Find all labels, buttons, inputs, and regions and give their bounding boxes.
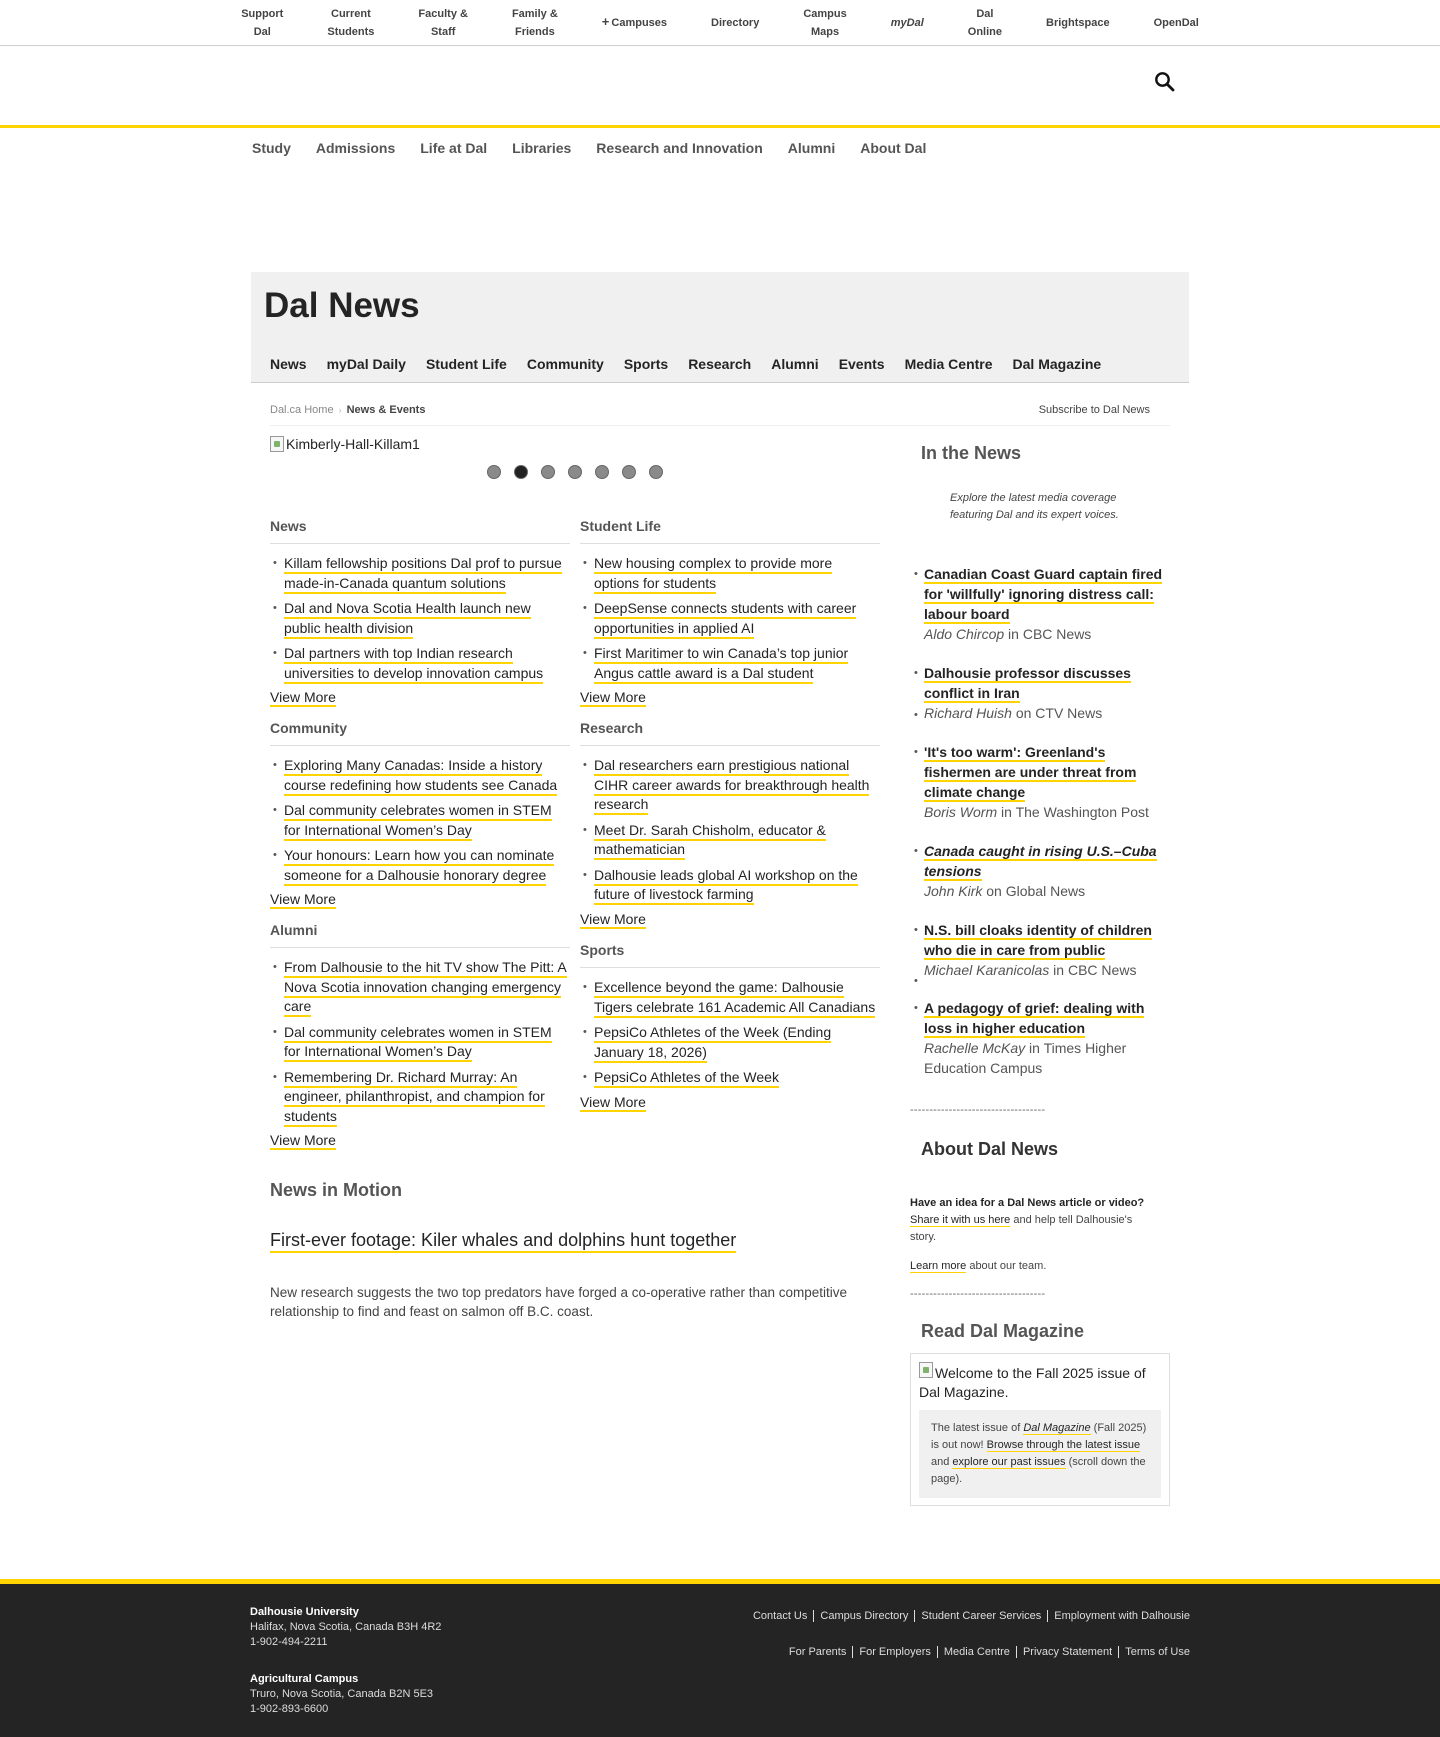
- slider-dot-6[interactable]: [622, 465, 636, 479]
- in-the-news-link[interactable]: A pedagogy of grief: dealing with loss in higher education: [924, 1000, 1145, 1036]
- news-link[interactable]: PepsiCo Athletes of the Week: [594, 1069, 779, 1088]
- tab-research[interactable]: Research: [688, 356, 752, 372]
- slider-dot-4[interactable]: [568, 465, 582, 479]
- list-item: [270, 958, 570, 1017]
- footer-media-centre[interactable]: Media Centre: [937, 1646, 1016, 1658]
- in-the-news-source: Aldo Chircop in CBC News: [924, 626, 1092, 642]
- nav-study[interactable]: Study: [252, 140, 291, 156]
- list-item: [270, 801, 570, 840]
- section-research: [580, 720, 880, 929]
- about-tail: and help tell Dalhousie's story.: [910, 1214, 1133, 1243]
- about-dal-news-title: About Dal News: [921, 1139, 1059, 1159]
- footer-for-parents[interactable]: For Parents: [788, 1646, 847, 1658]
- news-subnav: [270, 356, 1121, 372]
- empty-bullet: •: [914, 975, 918, 987]
- spacer: [912, 984, 1172, 998]
- list-item: [270, 846, 570, 885]
- search-icon: [1153, 70, 1177, 94]
- in-the-news-title: In the News: [921, 443, 1022, 463]
- util-support-dal[interactable]: Support Dal: [241, 7, 284, 38]
- tab-events[interactable]: Events: [838, 356, 885, 372]
- news-in-motion-link[interactable]: First-ever footage: Kiler whales and dolphins hunt together: [270, 1230, 736, 1253]
- dal-magazine-link[interactable]: Dal Magazine: [1023, 1422, 1091, 1434]
- section-sports: [580, 942, 880, 1112]
- dal-news-header: [251, 272, 1189, 383]
- section-community-title: Community: [270, 720, 570, 746]
- footer-ag-name: Agricultural Campus: [250, 1673, 359, 1685]
- list-item: [580, 599, 880, 638]
- list-item: [580, 554, 880, 593]
- in-the-news-source: Rachelle McKay in Times Higher Education Campus: [924, 1040, 1127, 1076]
- read-dal-magazine-title: Read Dal Magazine: [921, 1321, 1085, 1341]
- learn-more-tail: about our team.: [966, 1260, 1047, 1272]
- in-the-news-intro: Explore the latest media coverage featuring Dal and its expert voices.: [950, 492, 1119, 521]
- page-title: Dal News: [264, 286, 420, 325]
- news-link[interactable]: Dal researchers earn prestigious national CIHR career awards for breakthrough health research: [594, 757, 869, 815]
- footer-main-name: Dalhousie University: [250, 1606, 359, 1618]
- list-item: [270, 1068, 570, 1127]
- magazine-text: The latest issue of Dal Magazine (Fall 2025) is out now! Browse through the latest issue and explore our past issues (scroll down the page).: [919, 1410, 1161, 1498]
- breadcrumb-home[interactable]: Dal.ca Home: [270, 404, 334, 416]
- site-footer: [0, 1579, 1440, 1737]
- section-student-life-title: Student Life: [580, 518, 880, 544]
- news-link[interactable]: From Dalhousie to the hit TV show The Pitt: A Nova Scotia innovation changing emergency care: [284, 959, 567, 1017]
- news-link[interactable]: Dal partners with top Indian research universities to develop innovation campus: [284, 645, 543, 684]
- in-the-news-link[interactable]: Dalhousie professor discusses conflict in Iran: [924, 665, 1131, 701]
- in-the-news-list: [912, 564, 1172, 1097]
- news-link[interactable]: New housing complex to provide more options for students: [594, 555, 832, 594]
- nav-admissions[interactable]: Admissions: [315, 140, 396, 156]
- search-button[interactable]: [1153, 70, 1177, 94]
- section-student-life: [580, 518, 880, 707]
- list-item: [580, 644, 880, 683]
- divider: -----------------------------------: [910, 1288, 1046, 1300]
- footer-student-career-services[interactable]: Student Career Services: [914, 1610, 1047, 1622]
- util-family-friends[interactable]: Family & Friends: [511, 7, 558, 38]
- news-link[interactable]: Excellence beyond the game: Dalhousie Tigers celebrate 161 Academic All Canadians: [594, 979, 875, 1018]
- news-in-motion-description: New research suggests the two top predators have forged a co-operative rather than competitive relationship to find and feast on salmon off B.C. coast.: [270, 1285, 848, 1319]
- list-item: [580, 866, 880, 905]
- slider-dot-5[interactable]: [595, 465, 609, 479]
- in-the-news-source: John Kirk on Global News: [924, 883, 1086, 899]
- tab-student-life[interactable]: Student Life: [425, 356, 507, 372]
- section-alumni: [270, 922, 570, 1150]
- footer-main-address: Halifax, Nova Scotia, Canada B3H 4R2: [250, 1621, 442, 1633]
- nav-alumni[interactable]: Alumni: [787, 140, 836, 156]
- breadcrumb-current[interactable]: News & Events: [346, 404, 426, 416]
- breadcrumb: [270, 404, 1170, 426]
- in-the-news-link[interactable]: Canadian Coast Guard captain fired for 'willfully' ignoring distress call: labour board: [924, 566, 1163, 622]
- nav-research-innovation[interactable]: Research and Innovation: [596, 140, 763, 156]
- news-link[interactable]: Dal community celebrates women in STEM for International Women’s Day: [284, 1024, 552, 1063]
- view-more-sports[interactable]: View More: [580, 1093, 646, 1110]
- nav-life-at-dal[interactable]: Life at Dal: [420, 140, 488, 156]
- util-campuses-label: Campuses: [611, 17, 668, 29]
- nav-about-dal[interactable]: About Dal: [860, 140, 927, 156]
- list-item: [580, 1068, 880, 1088]
- footer-employment[interactable]: Employment with Dalhousie: [1047, 1610, 1190, 1622]
- browse-latest-issue-link[interactable]: Browse through the latest issue: [986, 1439, 1141, 1451]
- tab-news[interactable]: News: [270, 356, 307, 372]
- util-campuses[interactable]: [580, 13, 689, 32]
- view-more-news[interactable]: View More: [270, 689, 336, 705]
- breadcrumb-separator: ›: [338, 405, 342, 415]
- slider-dot-7[interactable]: [649, 465, 663, 479]
- view-more-research[interactable]: View More: [580, 910, 646, 927]
- slider-dot-3[interactable]: [541, 465, 555, 479]
- footer-address: [250, 1605, 441, 1717]
- view-more-alumni[interactable]: View More: [270, 1132, 336, 1148]
- footer-terms-of-use[interactable]: Terms of Use: [1118, 1646, 1190, 1658]
- in-the-news-link[interactable]: Canada caught in rising U.S.–Cuba tensions: [924, 843, 1157, 879]
- list-item: [912, 742, 1172, 822]
- footer-for-employers[interactable]: For Employers: [852, 1646, 937, 1658]
- news-link[interactable]: DeepSense connects students with career opportunities in applied AI: [594, 600, 856, 639]
- util-opendal[interactable]: OpenDal: [1153, 16, 1199, 29]
- news-link[interactable]: Dal and Nova Scotia Health launch new public health division: [284, 600, 531, 639]
- view-more-community[interactable]: View More: [270, 891, 336, 907]
- section-sports-title: Sports: [580, 942, 880, 968]
- slider-dot-1[interactable]: [487, 465, 501, 479]
- section-news: [270, 518, 570, 707]
- util-brightspace[interactable]: Brightspace: [1046, 16, 1110, 29]
- in-the-news-link[interactable]: N.S. bill cloaks identity of children who die in care from public: [924, 922, 1152, 958]
- about-dal-news-text: [910, 1195, 1150, 1275]
- divider: -----------------------------------: [910, 1104, 1046, 1116]
- list-item: [912, 663, 1172, 723]
- past-issues-link[interactable]: explore our past issues: [952, 1456, 1066, 1468]
- share-link[interactable]: Share it with us here: [910, 1214, 1011, 1226]
- news-link[interactable]: First Maritimer to win Canada’s top junior Angus cattle award is a Dal student: [594, 645, 848, 684]
- section-alumni-title: Alumni: [270, 922, 570, 948]
- tab-alumni[interactable]: Alumni: [771, 356, 819, 372]
- list-item: [912, 998, 1172, 1078]
- list-item: [912, 564, 1172, 644]
- section-research-title: Research: [580, 720, 880, 746]
- tab-community[interactable]: Community: [526, 356, 604, 372]
- list-item: [580, 978, 880, 1017]
- footer-privacy-statement[interactable]: Privacy Statement: [1016, 1646, 1118, 1658]
- broken-image-icon: [919, 1362, 933, 1378]
- list-item: [270, 599, 570, 638]
- footer-contact-us[interactable]: Contact Us: [752, 1610, 808, 1622]
- in-the-news-source: Boris Worm in The Washington Post: [924, 804, 1149, 820]
- site-header: [0, 46, 1440, 128]
- in-the-news-source: • Richard Huish on CTV News: [912, 705, 1102, 721]
- list-item: [270, 554, 570, 593]
- footer-campus-directory[interactable]: Campus Directory: [813, 1610, 914, 1622]
- footer-links-row-2: [783, 1646, 1190, 1658]
- slider-image-alt: Kimberly-Hall-Killam1: [286, 436, 420, 452]
- footer-ag-address: Truro, Nova Scotia, Canada B2N 5E3: [250, 1688, 434, 1700]
- main-nav: [252, 140, 951, 156]
- list-item: [580, 821, 880, 860]
- section-news-title: News: [270, 518, 570, 544]
- tab-dal-magazine[interactable]: Dal Magazine: [1012, 356, 1102, 372]
- news-link[interactable]: Dal community celebrates women in STEM for International Women’s Day: [284, 802, 552, 841]
- news-link[interactable]: Remembering Dr. Richard Murray: An engineer, philanthropist, and champion for students: [284, 1069, 545, 1127]
- section-community: [270, 720, 570, 909]
- slider-image[interactable]: [270, 436, 420, 452]
- magazine-image[interactable]: [919, 1362, 1161, 1402]
- news-link[interactable]: Dalhousie leads global AI workshop on the future of livestock farming: [594, 867, 858, 906]
- utility-bar: [0, 0, 1440, 46]
- footer-links-row-1: [747, 1610, 1190, 1622]
- list-item: [912, 920, 1172, 980]
- in-the-news-source: Michael Karanicolas in CBC News: [924, 962, 1137, 978]
- about-lead: Have an idea for a Dal News article or video?: [910, 1197, 1145, 1209]
- util-faculty-staff[interactable]: Faculty & Staff: [418, 7, 468, 38]
- news-in-motion-title: News in Motion: [270, 1180, 402, 1200]
- util-current-students[interactable]: Current Students: [327, 7, 375, 38]
- news-link[interactable]: Meet Dr. Sarah Chisholm, educator & mathematician: [594, 822, 826, 861]
- tab-mydal-daily[interactable]: myDal Daily: [326, 356, 406, 372]
- view-more-student-life[interactable]: View More: [580, 689, 646, 705]
- list-item: [912, 841, 1172, 901]
- util-mydal[interactable]: myDal: [890, 16, 924, 29]
- news-link[interactable]: PepsiCo Athletes of the Week (Ending January 18, 2026): [594, 1024, 831, 1063]
- list-item: [270, 1023, 570, 1062]
- list-item: [580, 1023, 880, 1062]
- util-directory[interactable]: Directory: [711, 16, 760, 29]
- tab-media-centre[interactable]: Media Centre: [904, 356, 993, 372]
- slider-dot-2[interactable]: [514, 465, 528, 479]
- news-link[interactable]: Killam fellowship positions Dal prof to pursue made-in-Canada quantum solutions: [284, 555, 562, 594]
- subscribe-link[interactable]: Subscribe to Dal News: [1038, 404, 1150, 416]
- nav-libraries[interactable]: Libraries: [512, 140, 572, 156]
- magazine-image-alt: Welcome to the Fall 2025 issue of Dal Magazine.: [919, 1365, 1146, 1400]
- slider-dots: [487, 465, 676, 479]
- util-dal-online[interactable]: Dal Online: [967, 7, 1002, 38]
- footer-ag-phone: 1-902-893-6600: [250, 1703, 329, 1715]
- tab-sports[interactable]: Sports: [623, 356, 669, 372]
- magazine-card: [910, 1353, 1170, 1506]
- list-item: [270, 756, 570, 795]
- util-campus-maps[interactable]: Campus Maps: [803, 7, 847, 38]
- footer-main-phone: 1-902-494-2211: [250, 1636, 328, 1648]
- in-the-news-link[interactable]: 'It's too warm': Greenland's fishermen are under threat from climate change: [924, 744, 1137, 800]
- news-link[interactable]: Your honours: Learn how you can nominate someone for a Dalhousie honorary degree: [284, 847, 554, 886]
- list-item: [580, 756, 880, 815]
- learn-more-link[interactable]: Learn more: [910, 1260, 967, 1272]
- plus-icon: +: [601, 14, 610, 29]
- broken-image-icon: [270, 436, 284, 452]
- news-link[interactable]: Exploring Many Canadas: Inside a history course redefining how students see Canada: [284, 757, 557, 796]
- list-item: [270, 644, 570, 683]
